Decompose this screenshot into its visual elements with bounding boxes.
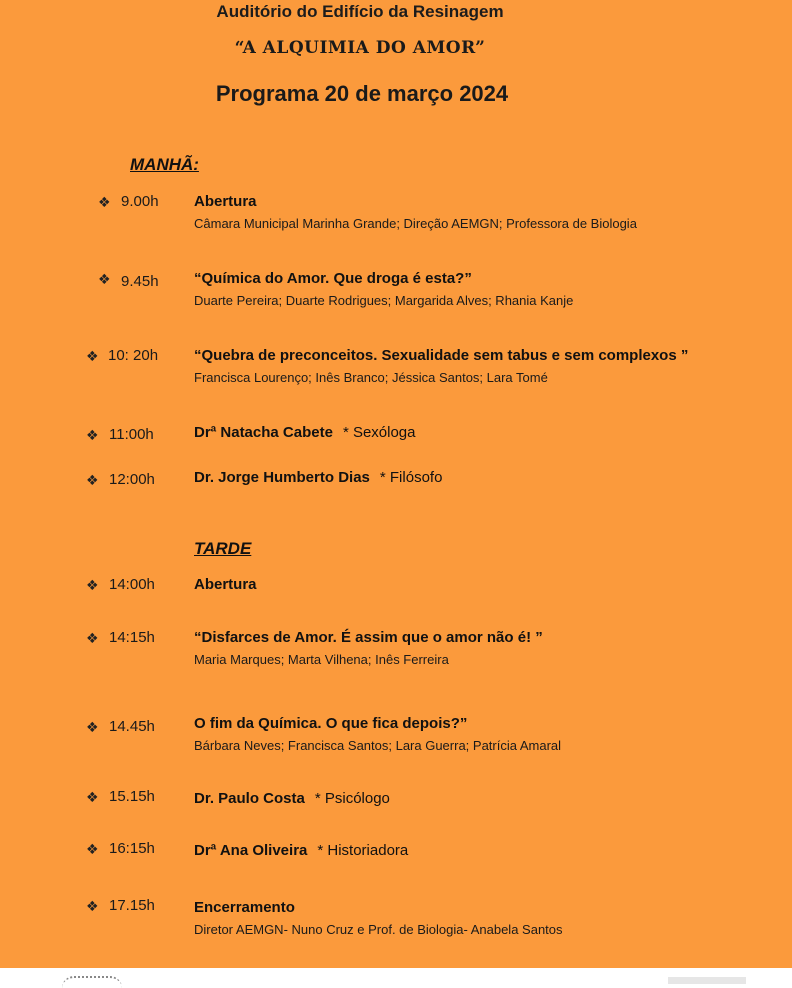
item-speakers: Maria Marques; Marta Vilhena; Inês Ferreira [194,652,449,667]
footer-logo-right [668,977,746,984]
item-speakers: Francisca Lourenço; Inês Branco; Jéssica Santos; Lara Tomé [194,370,548,385]
item-title: Abertura [194,576,257,593]
schedule-item [0,192,792,232]
section-heading-morning: MANHÃ: [130,155,199,174]
item-time: 14:15h [109,629,155,646]
schedule-item [0,346,792,386]
bullet-icon: ❖ [86,630,99,646]
item-title-name: Drª Ana Oliveira [194,842,308,859]
bullet-icon: ❖ [86,427,99,443]
program-date: Programa 20 de março 2024 [215,81,509,106]
schedule-item [0,628,792,668]
item-title: O fim da Química. O que fica depois?” [194,715,468,732]
item-title [194,423,416,443]
item-time: 15.15h [109,788,155,805]
item-time: 10: 20h [108,347,159,364]
item-speakers: Câmara Municipal Marinha Grande; Direção AEMGN; Professora de Biologia [194,216,637,231]
item-title: “Quebra de preconceitos. Sexualidade sem tabus e sem complexos ” [194,347,689,364]
schedule-item [0,269,792,309]
venue-name: Auditório do Edifício da Resinagem [216,2,504,21]
item-title: “Disfarces de Amor. É assim que o amor não é! ” [194,629,543,646]
schedule-item [0,841,792,881]
bullet-icon: ❖ [98,271,111,287]
item-role: * Historiadora [317,842,409,859]
schedule-item [0,575,792,615]
schedule-item [0,898,792,938]
item-title [194,841,408,861]
item-role: * Psicólogo [314,790,390,807]
schedule-item [0,468,792,508]
item-time: 9.45h [121,273,159,290]
bullet-icon: ❖ [86,472,99,488]
item-time: 14.45h [109,718,155,735]
item-time: 14:00h [109,576,155,593]
bullet-icon: ❖ [86,789,99,805]
bullet-icon: ❖ [86,841,99,857]
footer-logo-left [62,976,122,988]
bullet-icon: ❖ [86,719,99,735]
item-role: * Sexóloga [342,424,416,441]
item-role: * Filósofo [379,469,443,486]
bullet-icon: ❖ [86,577,99,593]
schedule-item [0,789,792,829]
item-speakers: Duarte Pereira; Duarte Rodrigues; Margarida Alves; Rhania Kanje [194,293,574,308]
section-heading-afternoon: TARDE [194,539,252,558]
item-time: 12:00h [109,471,155,488]
item-title-name: Dr. Paulo Costa [194,790,305,807]
item-speakers: Diretor AEMGN- Nuno Cruz e Prof. de Biologia- Anabela Santos [194,922,563,937]
item-time: 17.15h [109,897,155,914]
item-title [194,468,442,488]
bullet-icon: ❖ [86,348,99,364]
item-title-name: Dr. Jorge Humberto Dias [194,469,370,486]
bullet-icon: ❖ [86,898,99,914]
item-title: “Química do Amor. Que droga é esta?” [194,270,472,287]
item-title: Abertura [194,193,257,210]
item-time: 11:00h [109,426,154,443]
event-title: “A ALQUIMIA DO AMOR” [234,38,486,58]
item-speakers: Bárbara Neves; Francisca Santos; Lara Guerra; Patrícia Amaral [194,738,562,753]
schedule-item [0,714,792,754]
item-title [194,789,390,809]
item-time: 16:15h [109,840,155,857]
bullet-icon: ❖ [98,194,111,210]
item-time: 9.00h [121,193,159,210]
schedule-item [0,423,792,463]
item-title: Encerramento [194,899,295,916]
item-title-name: Drª Natacha Cabete [194,424,333,441]
